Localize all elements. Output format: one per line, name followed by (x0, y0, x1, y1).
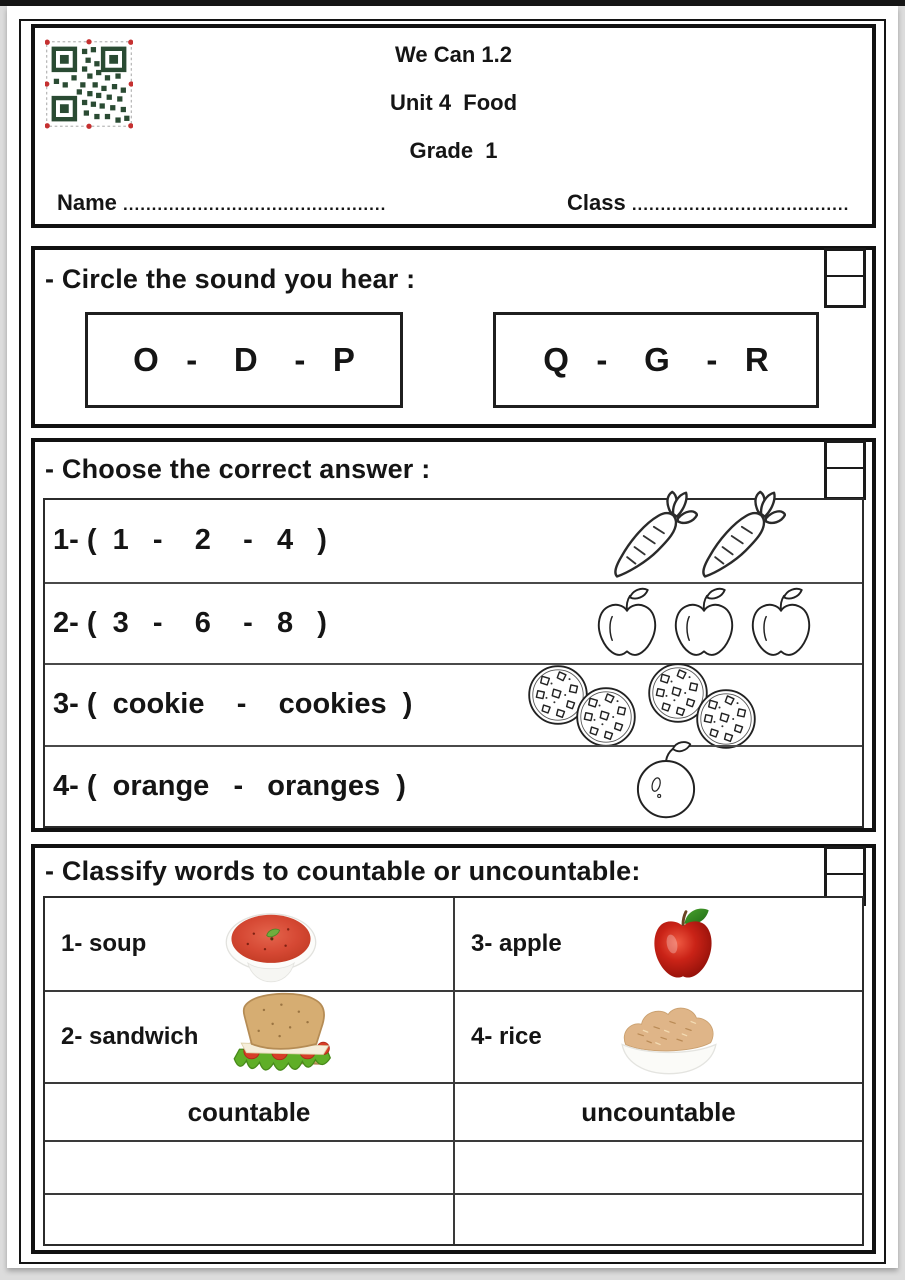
uncountable-header (455, 1082, 862, 1140)
section-circle-title: - Circle the sound you hear : (45, 264, 416, 294)
name-label: Name (57, 190, 124, 215)
soup-label: 1- soup (61, 930, 147, 957)
apple-outline-icon (744, 587, 818, 661)
sound-options-box-right[interactable] (493, 312, 819, 408)
uncountable-header-text: uncountable (581, 1096, 736, 1127)
apple-outline-icon (590, 587, 664, 661)
choose-row-2[interactable] (45, 582, 862, 664)
classify-table (43, 896, 864, 1246)
choose-row-4-text: 4- ( orange - oranges ) (53, 769, 406, 802)
score-box (824, 248, 866, 308)
section-choose-answer (31, 438, 876, 832)
score-box (824, 440, 866, 500)
countable-header-text: countable (187, 1096, 311, 1127)
rice-label: 4- rice (471, 1023, 542, 1050)
section-classify (31, 844, 876, 1254)
score-box-divider (827, 467, 863, 469)
choose-row-4[interactable] (45, 745, 862, 827)
section-circle-sound (31, 246, 876, 428)
title-grade: Grade 1 (409, 138, 498, 163)
classify-item-apple[interactable] (455, 898, 862, 990)
orange-outline-icon (628, 739, 704, 821)
title-unit: Unit 4 Food (389, 90, 518, 115)
class-label: Class (567, 190, 632, 215)
classify-item-soup[interactable] (45, 898, 455, 990)
rice-photo-icon (606, 995, 732, 1079)
sandwich-photo-icon (220, 989, 348, 1085)
class-dotted-line: ...................................... (631, 195, 850, 214)
choose-row-2-text: 2- ( 3 - 6 - 8 ) (53, 606, 327, 639)
classify-item-rice[interactable] (455, 990, 862, 1082)
choose-row-3-text: 3- ( cookie - cookies ) (53, 688, 413, 721)
cookies-drawing (522, 661, 764, 747)
carrot-icon (694, 490, 786, 582)
score-box-divider (827, 873, 863, 875)
apple-photo-icon (650, 901, 716, 987)
soup-photo-icon (212, 901, 330, 987)
name-dotted-line: .............................................. (123, 195, 387, 214)
sound-options-right-text: Q - G - R (543, 341, 769, 378)
section-classify-title: - Classify words to countable or uncountable: (45, 856, 641, 886)
choose-answers-table (43, 498, 864, 828)
carrots-drawing (606, 490, 786, 582)
uncountable-answer-cell-2[interactable] (455, 1193, 862, 1244)
apples-drawing (590, 587, 818, 661)
orange-drawing (628, 739, 704, 821)
countable-header (45, 1082, 455, 1140)
sound-options-left-text: O - D - P (133, 341, 355, 378)
countable-answer-cell-1[interactable] (45, 1140, 455, 1193)
carrot-icon (606, 490, 698, 582)
title-book: We Can 1.2 (395, 42, 512, 67)
choose-row-1-text: 1- ( 1 - 2 - 4 ) (53, 524, 327, 557)
worksheet-page (7, 6, 898, 1268)
classify-item-sandwich[interactable] (45, 990, 455, 1082)
choose-row-1[interactable] (45, 500, 862, 582)
countable-answer-cell-2[interactable] (45, 1193, 455, 1244)
section-choose-title: - Choose the correct answer : (45, 454, 431, 484)
apple-label: 3- apple (471, 930, 562, 957)
score-box-divider (827, 275, 863, 277)
choose-row-3[interactable] (45, 663, 862, 745)
sound-options-box-left[interactable] (85, 312, 403, 408)
apple-outline-icon (667, 587, 741, 661)
uncountable-answer-cell-1[interactable] (455, 1140, 862, 1193)
sandwich-label: 2- sandwich (61, 1023, 199, 1050)
header-box (31, 24, 876, 228)
